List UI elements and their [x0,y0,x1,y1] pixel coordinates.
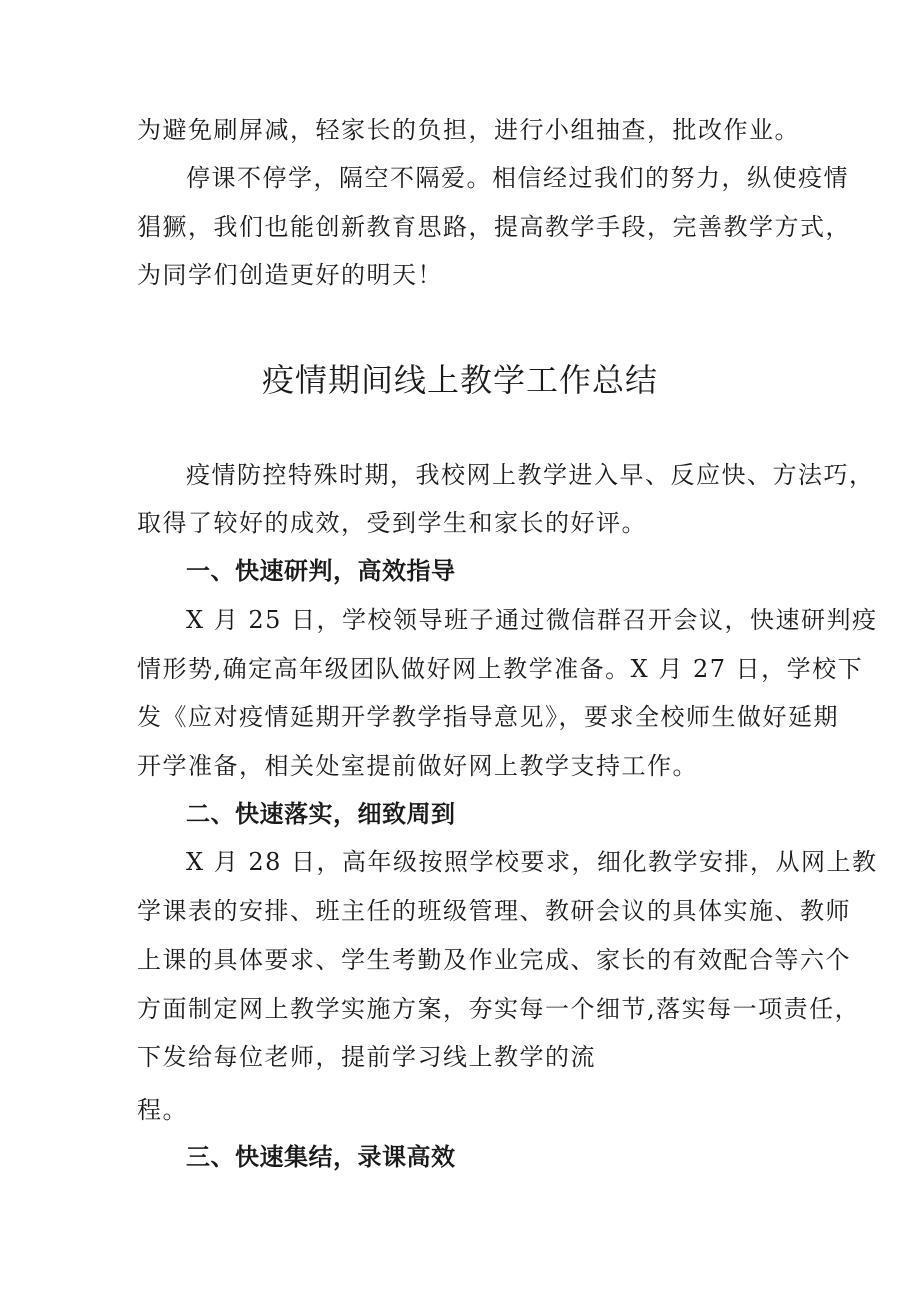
paragraph-line: 猖獗，我们也能创新教育思路，提高教学手段，完善教学方式， [137,213,851,241]
paragraph-line: 取得了较好的成效，受到学生和家长的好评。 [137,509,647,537]
section-heading: 三、快速集结，录课高效 [186,1143,456,1171]
paragraph-line: X 月 25 日，学校领导班子通过微信群召开会议，快速研判疫 [186,606,878,634]
paragraph-line: 为避免刷屏减，轻家长的负担，进行小组抽查，批改作业。 [137,116,800,144]
section-heading: 二、快速落实，细致周到 [186,800,456,828]
paragraph-line: 方面制定网上教学实施方案，夯实每一个细节,落实每一项责任， [137,995,861,1023]
paragraph-line: 学课表的安排、班主任的班级管理、教研会议的具体实施、教师 [137,897,851,925]
paragraph-line: 停课不停学，隔空不隔爱。相信经过我们的努力，纵使疫情 [186,164,849,192]
paragraph-line: 下发给每位老师，提前学习线上教学的流 [137,1043,596,1071]
paragraph-line: 开学准备，相关处室提前做好网上教学支持工作。 [137,752,698,780]
paragraph-line: 情形势,确定高年级团队做好网上教学准备。X 月 27 日，学校下 [137,655,864,683]
paragraph-line: 疫情防控特殊时期，我校网上教学进入早、反应快、方法巧， [186,461,875,489]
article-title: 疫情期间线上教学工作总结 [261,361,658,399]
section-heading: 一、快速研判，高效指导 [186,557,456,585]
paragraph-line: 程。 [137,1096,188,1124]
paragraph-line: X 月 28 日，高年级按照学校要求，细化教学安排，从网上教 [186,848,878,876]
paragraph-line: 上课的具体要求、学生考勤及作业完成、家长的有效配合等六个 [137,946,851,974]
paragraph-line: 为同学们创造更好的明天！ [137,261,443,289]
paragraph-line: 发《应对疫情延期开学教学指导意见》，要求全校师生做好延期 [137,703,839,731]
